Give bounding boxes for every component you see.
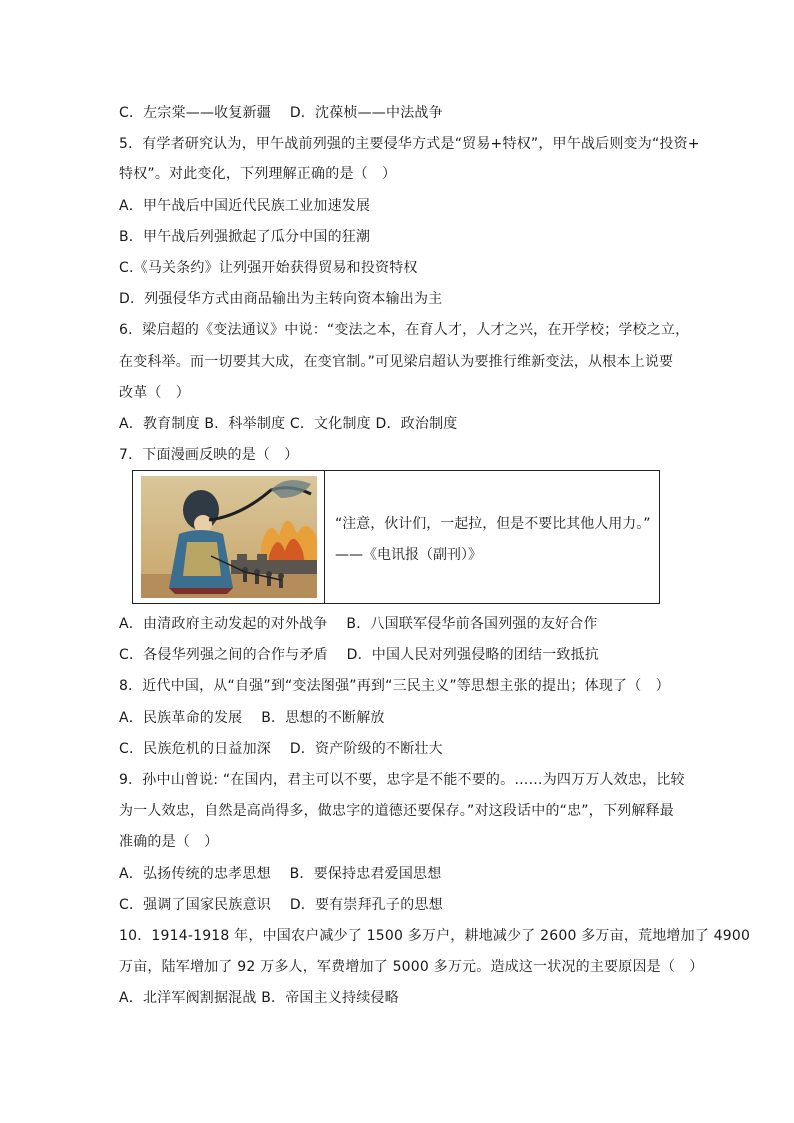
q7-caption-cell [325,471,659,603]
q4-option-cd: C．左宗棠——收复新疆 D．沈葆桢——中法战争 [119,105,443,121]
q6-stem-line3: 改革（ ） [119,385,190,401]
q9-stem-line1: 9．孙中山曾说: “在国内，君主可以不要，忠字是不能不要的。……为四万万人效忠，比较 [119,772,685,788]
q5-stem-line2: 特权”。对此变化，下列理解正确的是（ ） [119,166,397,182]
q9-option-ab: A．弘扬传统的忠孝思想 B．要保持忠君爱国思想 [119,866,442,882]
q5-option-a: A．甲午战后中国近代民族工业加速发展 [119,198,371,214]
q9-stem-line2: 为一人效忠，自然是高尚得多，做忠字的道德还要保存。”对这段话中的“忠”，下列解释最 [119,803,674,819]
cartoon-illustration [141,476,317,598]
q5-stem-line1: 5．有学者研究认为，甲午战前列强的主要侵华方式是“贸易+特权”，甲午战后则变为“投资+ [119,136,700,152]
q9-option-cd: C．强调了国家民族意识 D．要有崇拜孔子的思想 [119,897,443,913]
q10-option-ab: A．北洋军阀割据混战 B．帝国主义持续侵略 [119,990,399,1006]
q6-stem-line2: 在变科举。而一切要其大成，在变官制。”可见梁启超认为要推行维新变法，从根本上说要 [119,354,674,370]
q8-option-cd: C．民族危机的日益加深 D．资产阶级的不断壮大 [119,741,443,757]
q9-stem-line3: 准确的是（ ） [119,834,219,850]
q6-options: A．教育制度 B．科举制度 C．文化制度 D．政治制度 [119,416,458,432]
q7-option-ab: A．由清政府主动发起的对外战争 B．八国联军侵华前各国列强的友好合作 [119,616,598,632]
q7-stem: 7．下面漫画反映的是（ ） [119,447,299,463]
q5-option-c: C.《马关条约》让列强开始获得贸易和投资特权 [119,260,418,276]
q5-option-d: D．列强侵华方式由商品输出为主转向资本输出为主 [119,291,443,307]
q7-option-cd: C．各侵华列强之间的合作与矛盾 D．中国人民对列强侵略的团结一致抵抗 [119,647,600,663]
q7-cartoon-cell [133,471,325,603]
q8-stem: 8．近代中国，从“自强”到“变法图强”再到“三民主义”等思想主张的提出；体现了（ ） [119,678,670,694]
q10-stem-line2: 万亩，陆军增加了 92 万多人，军费增加了 5000 多万元。造成这一状况的主要原因是（ ） [119,959,704,975]
cartoon-source: ——《电讯报（副刊）》 [335,547,482,563]
q8-option-ab: A．民族革命的发展 B．思想的不断解放 [119,710,385,726]
q7-cartoon-table [132,470,660,604]
q6-stem-line1: 6．梁启超的《变法通议》中说：“变法之本，在育人才，人才之兴，在开学校；学校之立， [119,322,690,338]
q10-stem-line1: 10．1914-1918 年，中国农户减少了 1500 多万户，耕地减少了 2600 多万亩，荒地增加了 4900 [119,928,751,944]
cartoon-quote: “注意，伙计们，一起拉，但是不要比其他人用力。” [335,516,651,532]
q5-option-b: B．甲午战后列强掀起了瓜分中国的狂潮 [119,229,371,245]
